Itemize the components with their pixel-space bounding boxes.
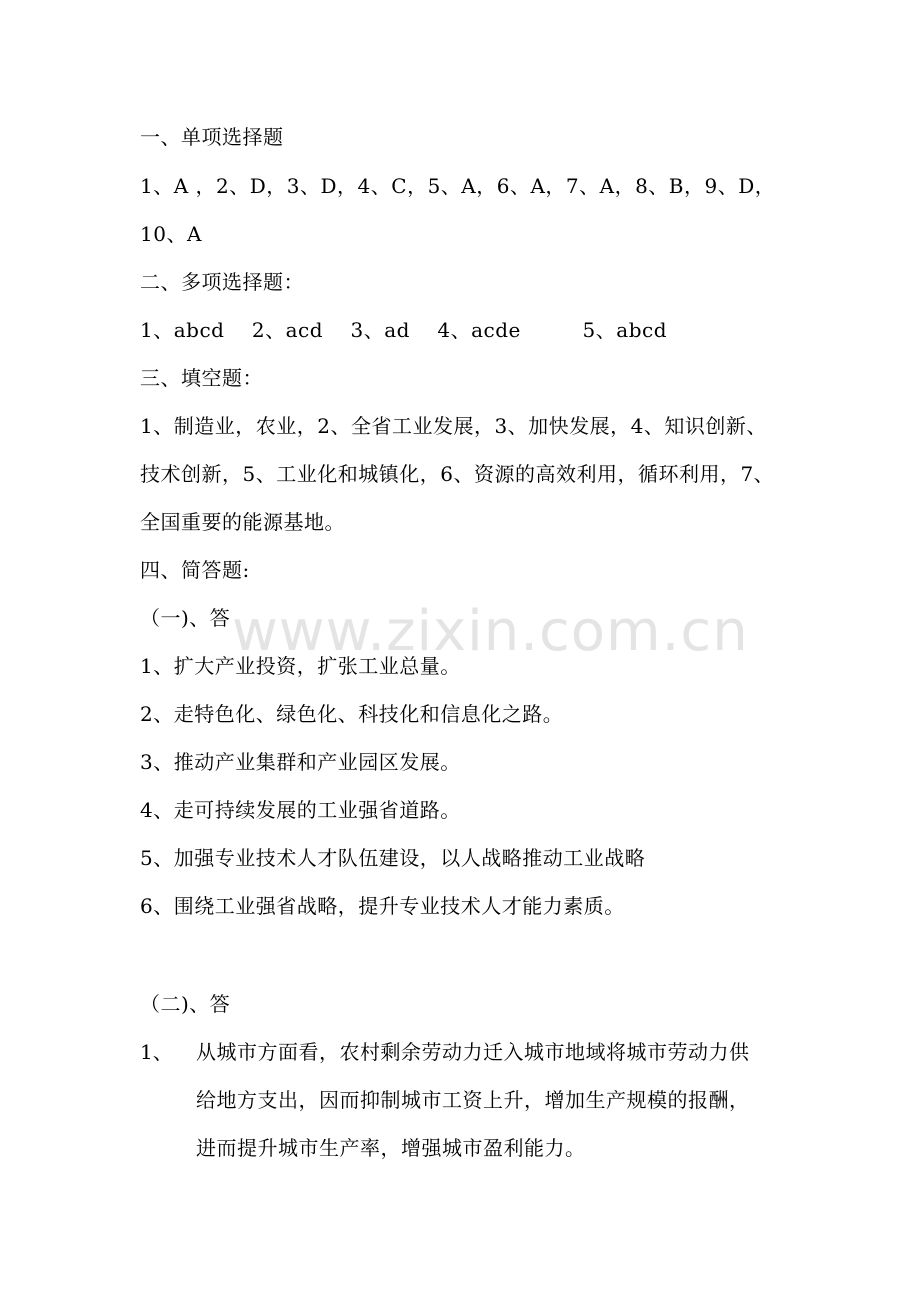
- question-1-item-2: 2、走特色化、绿色化、科技化和信息化之路。: [140, 702, 564, 726]
- section-4-title: 四、简答题:: [140, 558, 250, 582]
- section-1-answers-line-2: 10、A: [140, 222, 202, 246]
- question-1-item-3: 3、推动产业集群和产业园区发展。: [140, 750, 461, 774]
- question-1-item-4: 4、走可持续发展的工业强省道路。: [140, 798, 461, 822]
- section-2-answers: 1、abcd 2、acd 3、ad 4、acde 5、abcd: [140, 318, 668, 342]
- section-3-title: 三、填空题：: [140, 366, 263, 390]
- section-1-answers-line-1: 1、A ，2、D，3、D，4、C，5、A，6、A，7、A，8、B，9、D，: [140, 174, 776, 198]
- question-1-title: （一)、答: [140, 606, 231, 630]
- question-1-item-1: 1、扩大产业投资，扩张工业总量。: [140, 654, 461, 678]
- question-2-item-1-line-1: 从城市方面看，农村剩余劳动力迁入城市地域将城市劳动力供: [196, 1040, 750, 1064]
- question-2-title: （二)、答: [140, 992, 231, 1016]
- question-1-item-5: 5、加强专业技术人才队伍建设，以人战略推动工业战略: [140, 846, 646, 870]
- question-2-item-1-line-2: 给地方支出，因而抑制城市工资上升，增加生产规模的报酬，: [196, 1088, 750, 1112]
- watermark: www.zixin.com.cn: [232, 599, 749, 664]
- question-2-item-1-number: 1、: [140, 1040, 173, 1064]
- section-3-answers-line-3: 全国重要的能源基地。: [140, 510, 345, 534]
- section-1-title: 一、单项选择题: [140, 125, 284, 149]
- section-3-answers-line-1: 1、制造业，农业，2、全省工业发展，3、加快发展，4、知识创新、: [140, 414, 767, 438]
- question-2-item-1-line-3: 进而提升城市生产率，增强城市盈利能力。: [196, 1136, 586, 1160]
- section-3-answers-line-2: 技术创新，5、工业化和城镇化，6、资源的高效利用，循环利用，7、: [140, 462, 775, 486]
- section-2-title: 二、多项选择题：: [140, 270, 304, 294]
- question-1-item-6: 6、围绕工业强省战略，提升专业技术人才能力素质。: [140, 894, 625, 918]
